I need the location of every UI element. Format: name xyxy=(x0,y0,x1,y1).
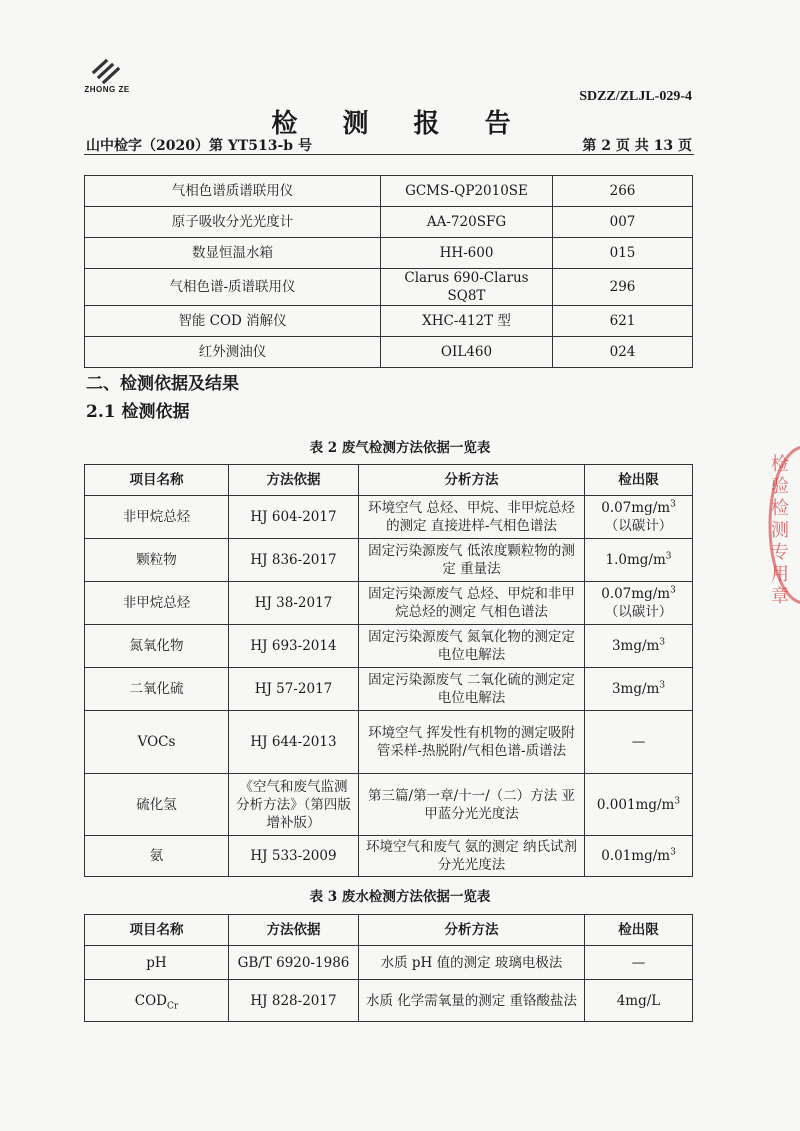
limit-unit-exponent: 3 xyxy=(674,796,681,806)
logo-text: ZHONG ZE xyxy=(84,85,130,94)
limit-note: （以碳计） xyxy=(604,604,673,620)
equipment-model: XHC-412T 型 xyxy=(381,306,553,337)
detection-limit xyxy=(585,668,693,711)
detection-limit: 4mg/L xyxy=(585,980,693,1022)
limit-value: 1.0mg/m xyxy=(605,552,666,568)
company-logo xyxy=(82,58,132,94)
equipment-name: 气相色谱-质谱联用仪 xyxy=(85,269,381,306)
zhongze-logo-icon xyxy=(90,58,124,84)
item-name: 硫化氢 xyxy=(85,774,229,836)
table3-caption: 表 3 废水检测方法依据一览表 xyxy=(309,889,491,905)
detection-limit xyxy=(585,836,693,877)
equipment-id: 007 xyxy=(553,207,693,238)
analysis-method: 第三篇/第一章/十一/（二）方法 亚甲蓝分光光度法 xyxy=(359,774,585,836)
limit-note: （以碳计） xyxy=(604,518,673,534)
table2-caption: 表 2 废气检测方法依据一览表 xyxy=(309,440,491,456)
table-row xyxy=(85,625,693,668)
method-basis: HJ 693-2014 xyxy=(229,625,359,668)
analysis-method: 固定污染源废气 总烃、甲烷和非甲烷总烃的测定 气相色谱法 xyxy=(359,582,585,625)
table-row xyxy=(85,337,693,368)
equipment-id: 621 xyxy=(553,306,693,337)
method-basis: 《空气和废气监测分析方法》（第四版增补版） xyxy=(229,774,359,836)
red-seal-stamp xyxy=(760,440,800,610)
item-label: COD xyxy=(134,992,168,1009)
limit-unit-exponent: 3 xyxy=(670,499,676,510)
analysis-method: 环境空气和废气 氨的测定 纳氏试剂分光光度法 xyxy=(359,836,585,877)
method-basis: GB/T 6920-1986 xyxy=(229,946,359,980)
item-subscript: Cr xyxy=(167,1001,179,1012)
equipment-name: 原子吸收分光光度计 xyxy=(85,207,381,238)
method-basis: HJ 644-2013 xyxy=(229,711,359,774)
detection-limit xyxy=(585,711,693,774)
method-basis: HJ 604-2017 xyxy=(229,496,359,539)
equipment-id: 266 xyxy=(553,176,693,207)
detection-limit xyxy=(585,625,693,668)
analysis-method: 固定污染源废气 二氧化硫的测定定电位电解法 xyxy=(359,668,585,711)
equipment-name: 数显恒温水箱 xyxy=(85,238,381,269)
item-name: 氨 xyxy=(85,836,229,877)
table-row xyxy=(85,496,693,539)
exhaust-gas-methods-table xyxy=(84,464,693,877)
limit-value: 3mg/m xyxy=(611,638,660,654)
stamp-text: 检验检测专用章 xyxy=(771,454,789,607)
item-name: 氮氧化物 xyxy=(85,625,229,668)
equipment-table xyxy=(84,175,693,368)
method-basis: HJ 38-2017 xyxy=(229,582,359,625)
method-basis: HJ 533-2009 xyxy=(229,836,359,877)
table-row xyxy=(85,306,693,337)
equipment-name: 红外测油仪 xyxy=(85,337,381,368)
limit-value: 0.07mg/m xyxy=(601,500,671,516)
subsection-heading: 2.1 检测依据 xyxy=(86,402,190,422)
equipment-model: OIL460 xyxy=(381,337,553,368)
col-header-basis: 方法依据 xyxy=(229,915,359,946)
table-row xyxy=(85,582,693,625)
analysis-method: 固定污染源废气 氮氧化物的测定定电位电解法 xyxy=(359,625,585,668)
report-number: 山中检字（2020）第 YT513-b 号 xyxy=(86,138,312,154)
col-header-limit: 检出限 xyxy=(585,465,693,496)
equipment-id: 296 xyxy=(553,269,693,306)
item-name: VOCs xyxy=(85,711,229,774)
detection-limit xyxy=(585,496,693,539)
col-header-method: 分析方法 xyxy=(359,465,585,496)
limit-value: — xyxy=(631,734,646,750)
limit-value: 0.01mg/m xyxy=(601,848,671,864)
col-header-item: 项目名称 xyxy=(85,465,229,496)
limit-unit-exponent: 3 xyxy=(665,551,672,562)
wastewater-methods-table xyxy=(84,914,693,1022)
item-name: 非甲烷总烃 xyxy=(85,582,229,625)
table-row xyxy=(85,668,693,711)
equipment-id: 024 xyxy=(553,337,693,368)
table-row xyxy=(85,238,693,269)
item-name xyxy=(85,980,229,1022)
item-name xyxy=(85,946,229,980)
limit-value: 0.07mg/m xyxy=(601,586,671,602)
table-row xyxy=(85,269,693,306)
equipment-name: 智能 COD 消解仪 xyxy=(85,306,381,337)
detection-limit xyxy=(585,539,693,582)
equipment-model: GCMS-QP2010SE xyxy=(381,176,553,207)
item-label: pH xyxy=(146,954,167,971)
analysis-method: 水质 化学需氧量的测定 重铬酸盐法 xyxy=(359,980,585,1022)
detection-limit xyxy=(585,774,693,836)
detection-limit: — xyxy=(585,946,693,980)
equipment-name: 气相色谱质谱联用仪 xyxy=(85,176,381,207)
limit-unit-exponent: 3 xyxy=(670,847,676,858)
page-title: 检 测 报 告 xyxy=(271,109,529,139)
item-name: 颗粒物 xyxy=(85,539,229,582)
method-basis: HJ 836-2017 xyxy=(229,539,359,582)
table-row xyxy=(85,980,693,1022)
method-basis: HJ 828-2017 xyxy=(229,980,359,1022)
table-row xyxy=(85,836,693,877)
equipment-model: AA-720SFG xyxy=(381,207,553,238)
col-header-limit: 检出限 xyxy=(585,915,693,946)
col-header-method: 分析方法 xyxy=(359,915,585,946)
analysis-method: 环境空气 挥发性有机物的测定吸附管采样-热脱附/气相色谱-质谱法 xyxy=(359,711,585,774)
limit-value: 0.001mg/m xyxy=(596,796,675,813)
equipment-id: 015 xyxy=(553,238,693,269)
limit-value: 3mg/m xyxy=(611,681,660,697)
header-divider xyxy=(84,154,694,155)
analysis-method: 环境空气 总烃、甲烷、非甲烷总烃的测定 直接进样-气相色谱法 xyxy=(359,496,585,539)
table-row xyxy=(85,711,693,774)
equipment-model: Clarus 690-Clarus SQ8T xyxy=(381,269,553,306)
col-header-basis: 方法依据 xyxy=(229,465,359,496)
item-name: 二氧化硫 xyxy=(85,668,229,711)
method-basis: HJ 57-2017 xyxy=(229,668,359,711)
table-row xyxy=(85,946,693,980)
table-row xyxy=(85,207,693,238)
document-code: SDZZ/ZLJL-029-4 xyxy=(579,89,692,104)
analysis-method: 固定污染源废气 低浓度颗粒物的测定 重量法 xyxy=(359,539,585,582)
page-number: 第 2 页 共 13 页 xyxy=(582,138,692,154)
table-row xyxy=(85,774,693,836)
limit-unit-exponent: 3 xyxy=(659,680,666,691)
equipment-model: HH-600 xyxy=(381,238,553,269)
limit-unit-exponent: 3 xyxy=(670,585,676,596)
item-name: 非甲烷总烃 xyxy=(85,496,229,539)
table-row xyxy=(85,539,693,582)
analysis-method: 水质 pH 值的测定 玻璃电极法 xyxy=(359,946,585,980)
section-heading: 二、检测依据及结果 xyxy=(86,374,239,394)
limit-unit-exponent: 3 xyxy=(659,637,666,648)
detection-limit xyxy=(585,582,693,625)
table-row xyxy=(85,176,693,207)
col-header-item: 项目名称 xyxy=(85,915,229,946)
